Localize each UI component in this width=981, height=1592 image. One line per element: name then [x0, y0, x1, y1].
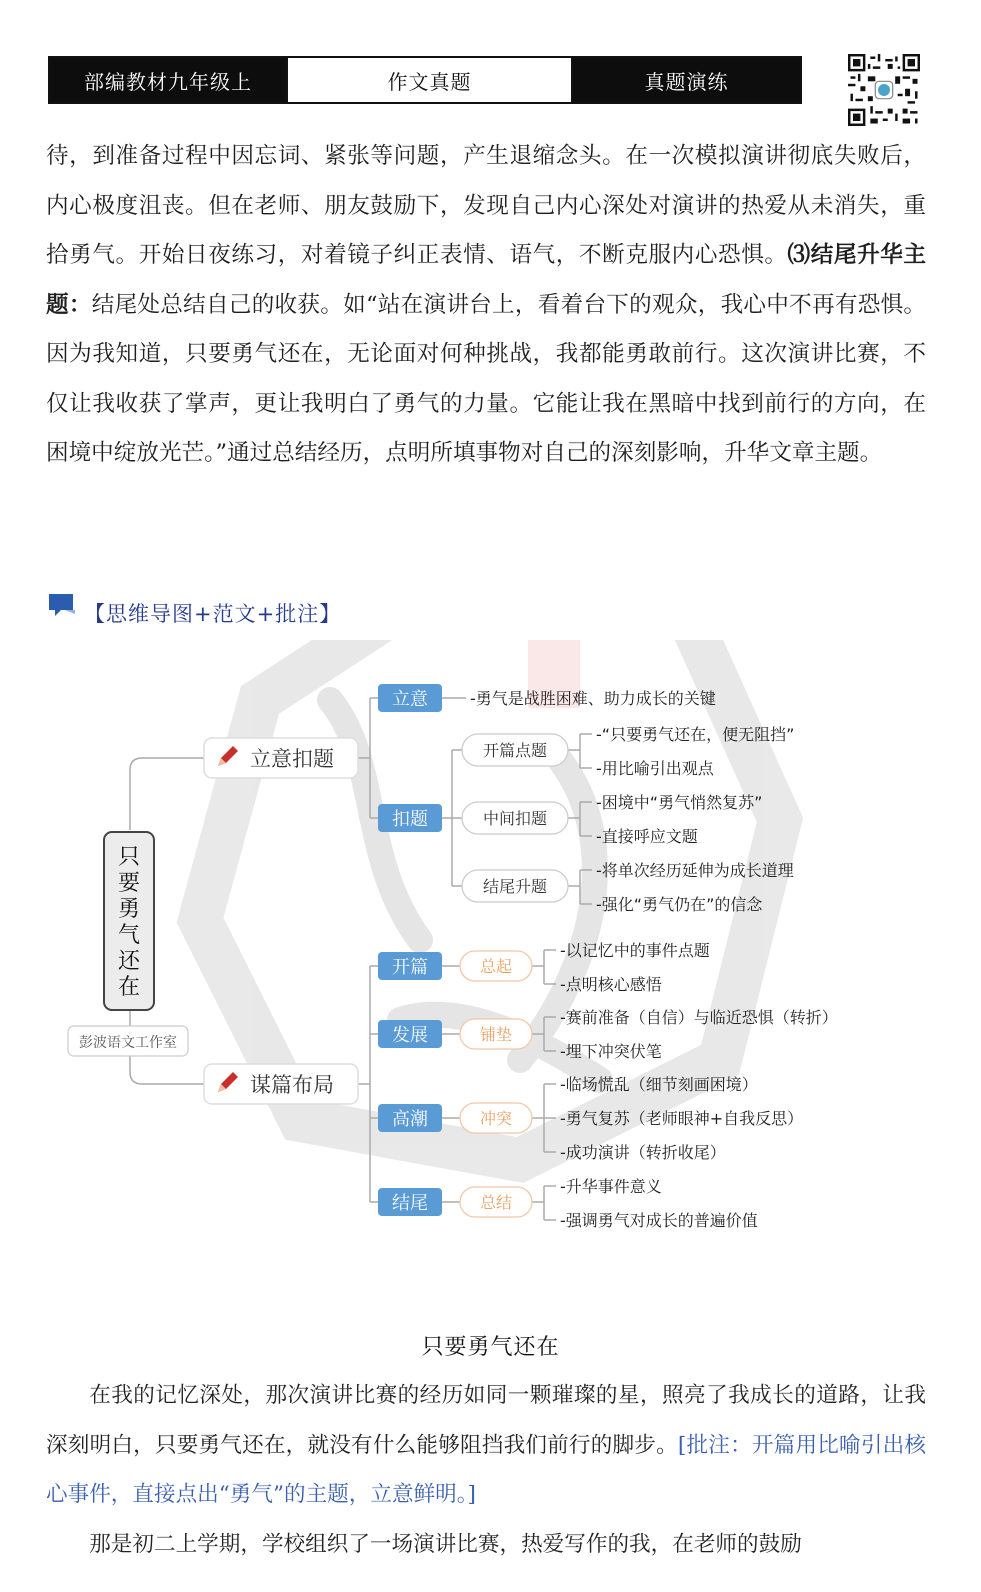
header-category: 作文真题 [286, 58, 573, 102]
studio-label: 彭波语文工作室 [79, 1035, 177, 1051]
tag-kaipian-label: 开篇 [392, 957, 428, 978]
tag-koti-label: 扣题 [392, 809, 428, 830]
leaf-liyi: -勇气是战胜困难、助力成长的关键 [470, 689, 716, 708]
essay-paragraph-2: 那是初二上学期，学校组织了一场演讲比赛，热爱写作的我，在老师的鼓励 [89, 1532, 802, 1557]
tag-liyi-label: 立意 [392, 689, 428, 710]
continued-paragraph [46, 132, 926, 479]
leaf-text: -埋下冲突伏笔 [560, 1042, 662, 1061]
node-chongtu-label: 冲突 [479, 1109, 513, 1128]
mind-map [0, 640, 981, 1250]
speech-bubble-icon [47, 592, 77, 618]
tag-fazhan-label: 发展 [392, 1025, 428, 1046]
leaf-text: -直接呼应文题 [596, 827, 698, 846]
leaf-text: -勇气复苏（老师眼神+自我反思） [560, 1109, 804, 1128]
header-section: 真题演练 [573, 58, 800, 102]
node-pudian-label: 铺垫 [479, 1025, 513, 1044]
node-zongqi-label: 总起 [479, 957, 513, 976]
tag-gaochao-label: 高潮 [392, 1109, 428, 1130]
leaf-text: -以记忆中的事件点题 [560, 941, 710, 960]
node-zhongjian-kouti-label: 中间扣题 [482, 809, 548, 828]
leaf-text: -用比喻引出观点 [596, 759, 714, 778]
annotation-note: [批注：开篇用比喻引出核心事件，直接点出“勇气”的主题，立意鲜明。] [46, 1432, 926, 1507]
node-jiewei-shengti-label: 结尾升题 [482, 877, 548, 896]
leaf-text: -“只要勇气还在，便无阻挡” [596, 725, 795, 744]
root-label: 只要勇气还在 [117, 845, 141, 1000]
header-textbook: 部编教材九年级上 [50, 58, 286, 102]
leaf-text: -困境中“勇气悄然复苏” [596, 793, 763, 812]
branch1-label: 立意扣题 [250, 747, 334, 771]
branch2-label: 谋篇布局 [250, 1073, 334, 1097]
leaf-text: -升华事件意义 [560, 1177, 662, 1196]
essay-text: 在我的记忆深处，那次演讲比赛的经历如同一颗璀璨的星，照亮了我成长的道路，让我深刻明白，只要勇气还在，就没有什么能够阻挡我们前行的脚步。 [46, 1383, 926, 1458]
leaf-text: -强调勇气对成长的普遍价值 [560, 1211, 758, 1230]
tag-jiewei-label: 结尾 [392, 1193, 428, 1214]
essay-title: 只要勇气还在 [421, 1335, 560, 1360]
ending-heading: ⑶结尾升华主题： [46, 242, 927, 318]
leaf-text: -成功演讲（转折收尾） [560, 1143, 726, 1162]
leaf-text: -强化“勇气仍在”的信念 [596, 895, 763, 914]
node-zongjie-label: 总结 [479, 1193, 513, 1212]
qr-code-icon [848, 54, 920, 126]
leaf-text: -将单次经历延伸为成长道理 [596, 861, 794, 880]
leaf-text: -点明核心感悟 [560, 975, 662, 994]
leaf-text: -临场慌乱（细节刻画困境） [560, 1075, 758, 1094]
header-bar [48, 56, 802, 104]
paragraph-text-end: 结尾处总结自己的收获。如“站在演讲台上，看着台下的观众，我心中不再有恐惧。因为我知道，只要勇气还在，无论面对何种挑战，我都能勇敢前行。这次演讲比赛，不仅让我收获了掌声，更让我明白了勇气的力量。它能让我在黑暗中找到前行的方向，在困境中绽放光芒。”通过总结经历，点明所填事物对自己的深刻影响，升华文章主题。 [46, 291, 926, 466]
essay-paragraph-1 [46, 1371, 926, 1520]
node-kaipian-dianti-label: 开篇点题 [482, 741, 548, 760]
paragraph-text: 待，到准备过程中因忘词、紧张等问题，产生退缩念头。在一次模拟演讲彻底失败后，内心极度沮丧。但在老师、朋友鼓励下，发现自己内心深处对演讲的热爱从未消失，重拾勇气。开始日夜练习，对着镜子纠正表情、语气，不断克服内心恐惧。 [46, 143, 926, 268]
section-heading: 【思维导图+范文+批注】 [84, 602, 342, 626]
leaf-text: -赛前准备（自信）与临近恐惧（转折） [560, 1008, 838, 1027]
